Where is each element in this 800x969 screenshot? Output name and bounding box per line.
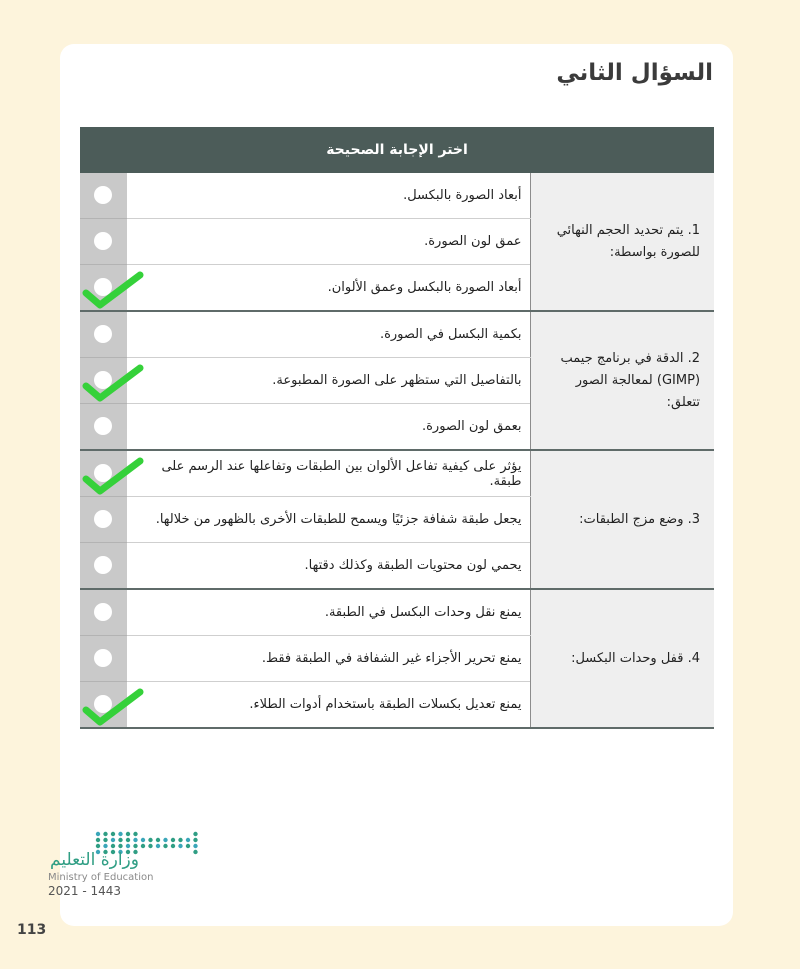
option-text: أبعاد الصورة بالبكسل وعمق الألوان.: [127, 265, 530, 312]
option-row: [80, 450, 714, 497]
radio-circle[interactable]: [94, 325, 112, 343]
answer-selector[interactable]: [80, 219, 127, 265]
quiz-body: [80, 173, 714, 728]
ministry-name-english: Ministry of Education: [48, 872, 154, 883]
answer-selector[interactable]: [80, 173, 127, 219]
answer-selector[interactable]: [80, 404, 127, 451]
quiz-table: [80, 127, 714, 729]
option-text: بكمية البكسل في الصورة.: [127, 311, 530, 358]
option-text: يمنع نقل وحدات البكسل في الطبقة.: [127, 589, 530, 636]
option-text: بعمق لون الصورة.: [127, 404, 530, 451]
checkmark-icon: [82, 688, 144, 728]
question-text: 3. وضع مزج الطبقات:: [530, 450, 714, 589]
answer-selector[interactable]: [80, 636, 127, 682]
option-text: بالتفاصيل التي ستظهر على الصورة المطبوعة.: [127, 358, 530, 404]
answer-selector[interactable]: [80, 358, 127, 404]
option-row: [80, 589, 714, 636]
radio-circle[interactable]: [94, 232, 112, 250]
radio-circle[interactable]: [94, 417, 112, 435]
option-text: يجعل طبقة شفافة جزئيًا ويسمح للطبقات الأخرى بالظهور من خلالها.: [127, 497, 530, 543]
option-text: يؤثر على كيفية تفاعل الألوان بين الطبقات وتفاعلها عند الرسم على طبقة.: [127, 450, 530, 497]
answer-selector[interactable]: [80, 497, 127, 543]
radio-circle[interactable]: [94, 510, 112, 528]
radio-circle[interactable]: [94, 186, 112, 204]
table-header-row: [80, 127, 714, 173]
ministry-year: 2021 - 1443: [48, 884, 122, 898]
radio-circle[interactable]: [94, 556, 112, 574]
page-number: 113: [17, 922, 47, 938]
radio-circle[interactable]: [94, 649, 112, 667]
answer-selector[interactable]: [80, 311, 127, 358]
option-text: عمق لون الصورة.: [127, 219, 530, 265]
question-text: 1. يتم تحديد الحجم النهائي للصورة بواسطة:: [530, 173, 714, 311]
checkmark-icon: [82, 271, 144, 311]
option-text: يمنع تعديل بكسلات الطبقة باستخدام أدوات الطلاء.: [127, 682, 530, 729]
answer-selector[interactable]: [80, 589, 127, 636]
answer-selector[interactable]: [80, 543, 127, 590]
option-text: يمنع تحرير الأجزاء غير الشفافة في الطبقة فقط.: [127, 636, 530, 682]
checkmark-icon: [82, 364, 144, 404]
radio-circle[interactable]: [94, 603, 112, 621]
ministry-name-arabic: وزارة التعليم: [50, 850, 139, 870]
question-text: 4. قفل وحدات البكسل:: [530, 589, 714, 728]
option-row: [80, 311, 714, 358]
page-title: السؤال الثاني: [556, 60, 713, 86]
option-row: [80, 173, 714, 219]
option-text: يحمي لون محتويات الطبقة وكذلك دقتها.: [127, 543, 530, 590]
answer-selector[interactable]: [80, 265, 127, 312]
checkmark-icon: [82, 457, 144, 497]
table-header: اختر الإجابة الصحيحة: [80, 127, 714, 173]
answer-selector[interactable]: [80, 682, 127, 729]
option-text: أبعاد الصورة بالبكسل.: [127, 173, 530, 219]
answer-selector[interactable]: [80, 450, 127, 497]
question-text: 2. الدقة في برنامج جيمب (GIMP) لمعالجة الصور تتعلق:: [530, 311, 714, 450]
